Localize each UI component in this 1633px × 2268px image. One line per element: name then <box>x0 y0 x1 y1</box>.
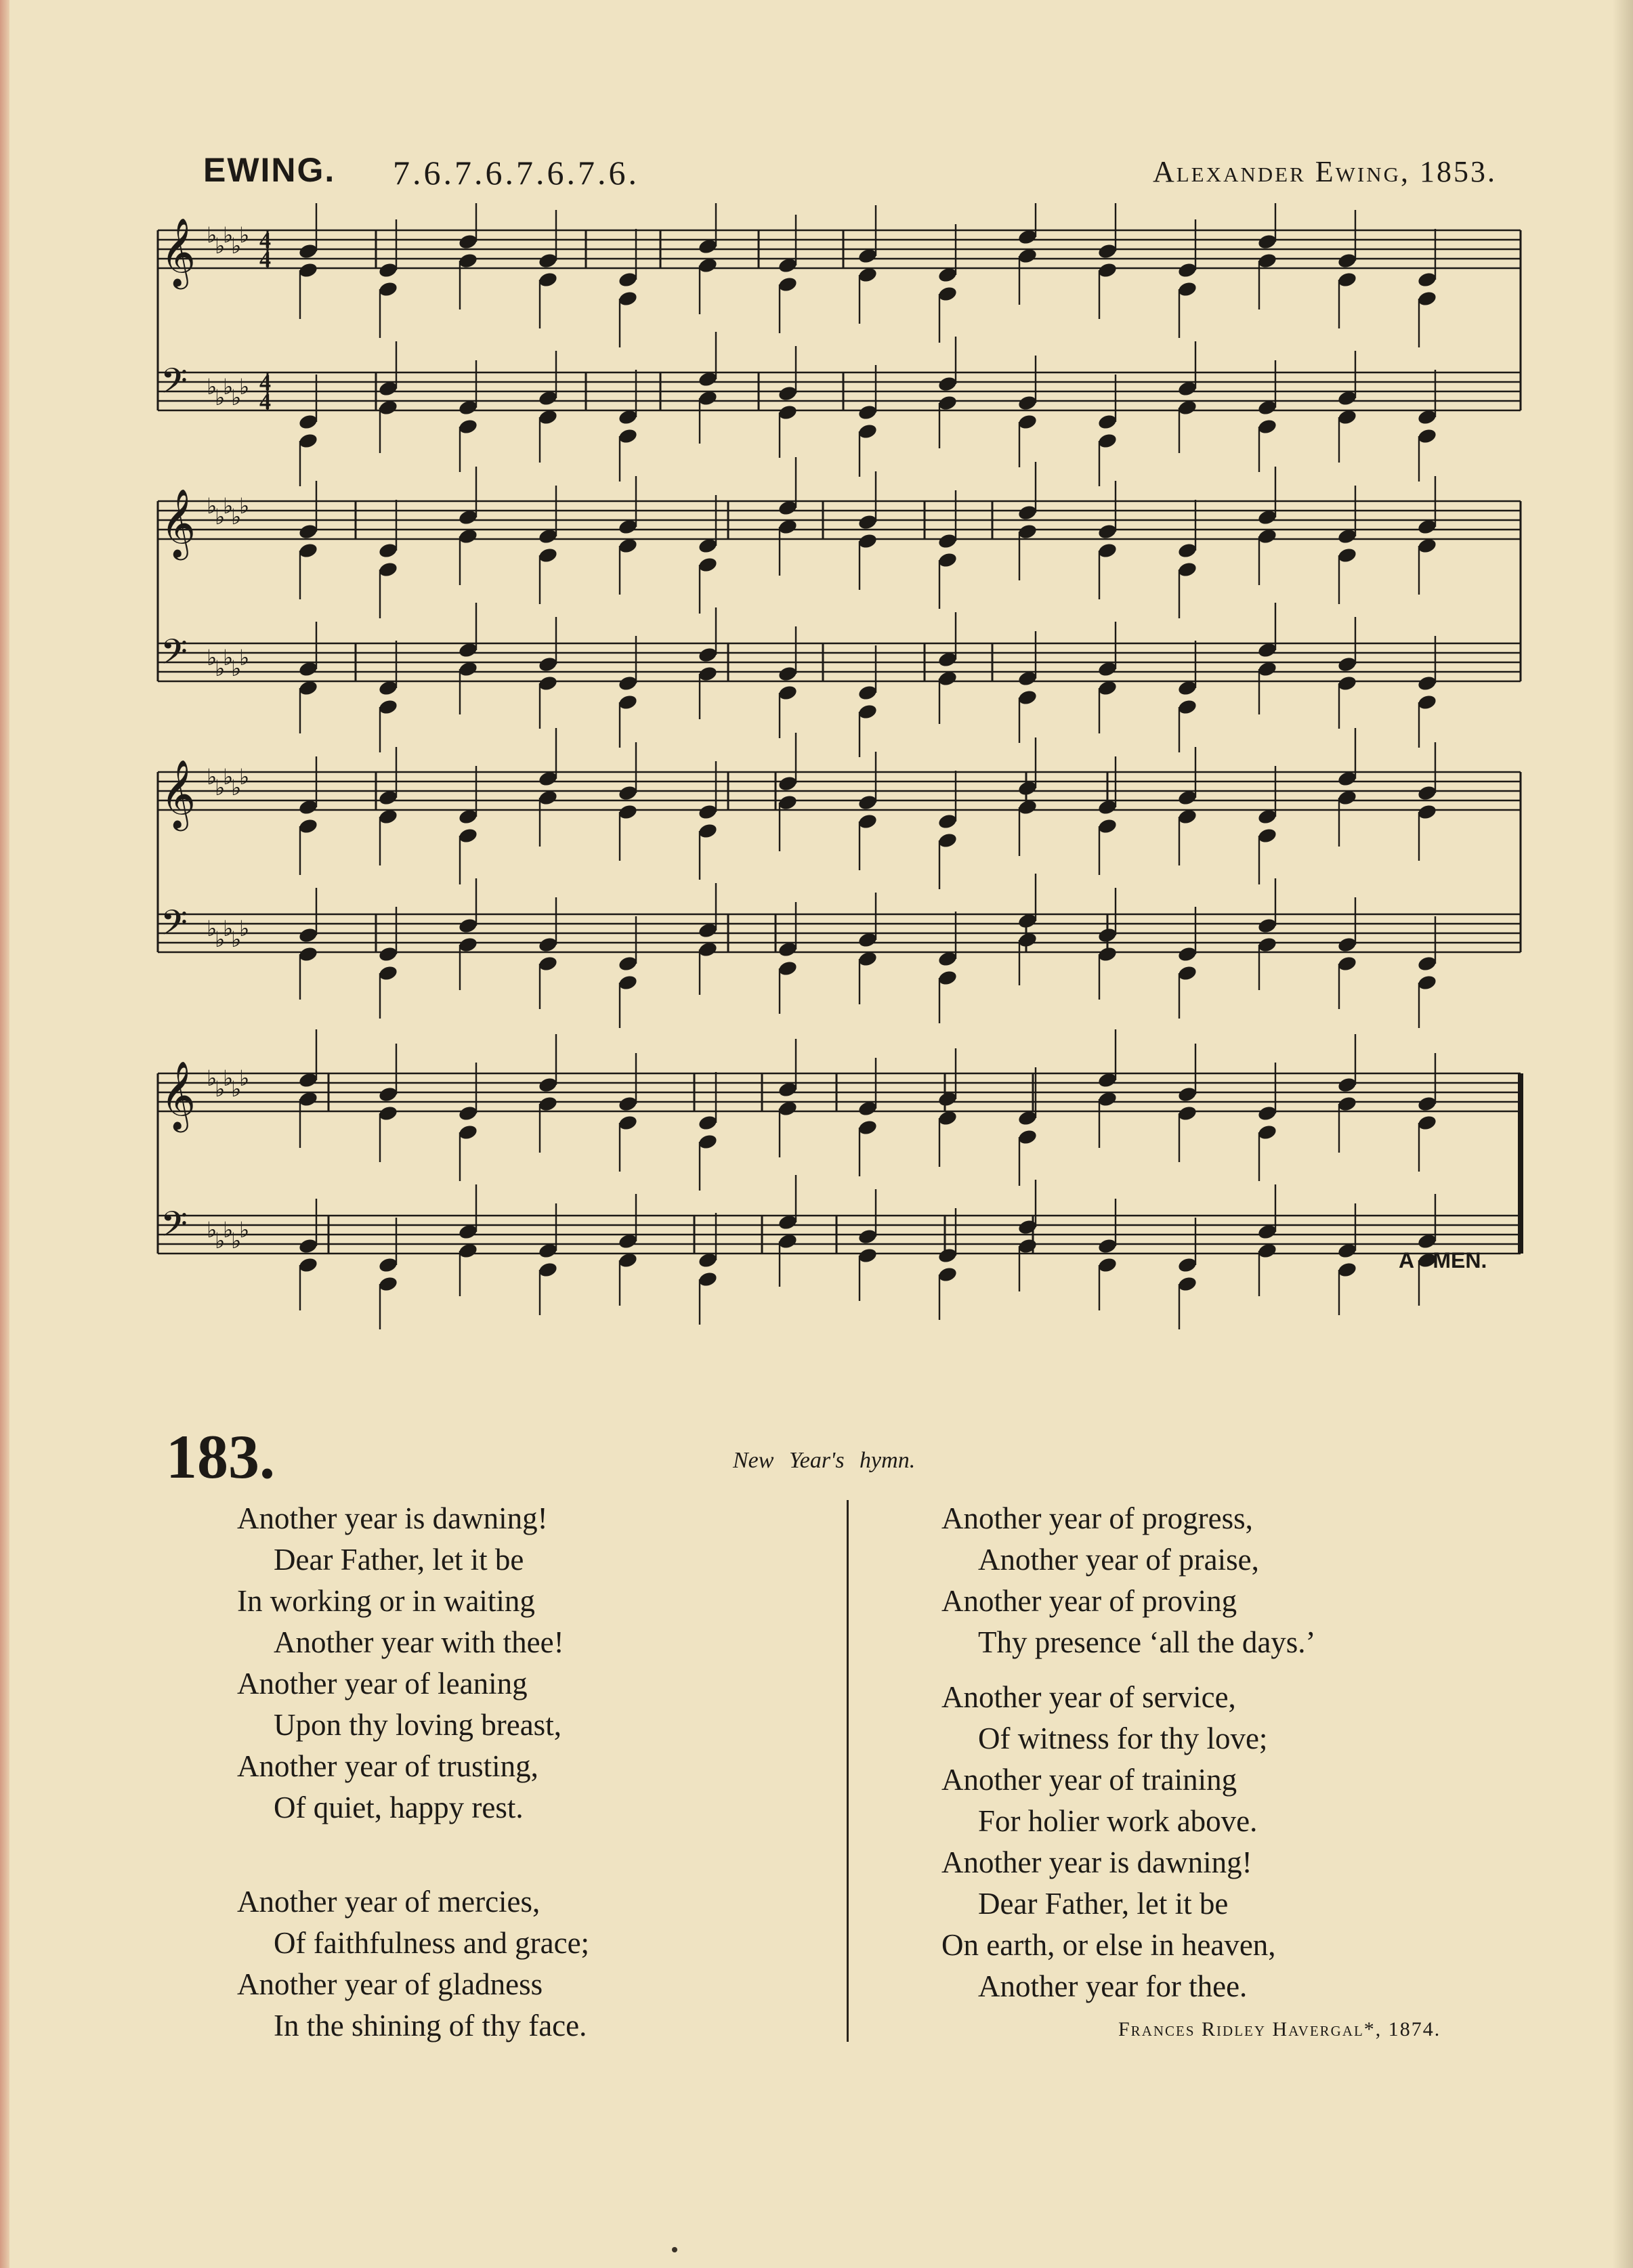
note-head <box>378 945 399 963</box>
note-head <box>1257 418 1278 435</box>
flat-icon: ♭ <box>231 926 242 952</box>
note-head <box>857 703 878 721</box>
flat-icon: ♭ <box>207 764 217 790</box>
flat-icon: ♭ <box>215 926 226 952</box>
hymn-number: 183. <box>166 1422 275 1491</box>
verse-line: Another year of leaning <box>237 1667 528 1700</box>
verses-left-column <box>237 1498 833 2060</box>
note-head <box>1177 561 1198 578</box>
note-head <box>1417 955 1438 972</box>
flat-icon: ♭ <box>207 645 217 670</box>
note-head <box>1337 1095 1358 1113</box>
note-head <box>857 1228 878 1245</box>
note-head <box>1337 252 1358 270</box>
flat-icon: ♭ <box>239 916 250 941</box>
note-head <box>458 917 479 935</box>
note-head <box>778 385 799 402</box>
verse-line: For holier work above. <box>978 1804 1258 1838</box>
note-head <box>937 813 958 830</box>
note-head <box>1257 233 1278 251</box>
note-head <box>778 775 799 792</box>
note-head <box>698 803 719 821</box>
note-head <box>298 817 319 835</box>
note-head <box>1097 261 1118 279</box>
note-head <box>458 936 479 954</box>
flat-icon: ♭ <box>231 1076 242 1102</box>
verse-line: Another year of mercies, <box>237 1885 540 1919</box>
time-signature: 4 <box>259 389 271 414</box>
note-head <box>778 665 799 683</box>
note-head <box>1257 1105 1278 1122</box>
note-head <box>857 1247 878 1264</box>
note-head <box>1097 242 1118 260</box>
bass-clef-icon: 𝄢 <box>161 902 188 951</box>
note-head <box>857 794 878 811</box>
note-head <box>618 974 639 991</box>
column-divider <box>847 1500 849 2042</box>
flat-icon: ♭ <box>207 493 217 519</box>
flat-icon: ♭ <box>215 233 226 259</box>
note-head <box>538 252 559 270</box>
note-head <box>1177 261 1198 279</box>
note-head <box>937 1247 958 1264</box>
note-head <box>937 375 958 393</box>
verses-right-column <box>941 1498 1551 2021</box>
note-head <box>1097 926 1118 944</box>
verse-line: Of faithfulness and grace; <box>274 1926 590 1960</box>
note-head <box>1337 955 1358 972</box>
note-head <box>1337 675 1358 692</box>
note-head <box>618 803 639 821</box>
treble-staff <box>158 217 1521 290</box>
note-head <box>1017 1237 1038 1255</box>
verse-line: On earth, or else in heaven, <box>941 1928 1276 1962</box>
note-head <box>1097 413 1118 431</box>
note-head <box>937 1266 958 1283</box>
bass-clef-icon: 𝄢 <box>161 631 188 681</box>
tune-header <box>203 150 1497 198</box>
note-head <box>1177 1086 1198 1103</box>
verse-line: Of witness for thy love; <box>978 1721 1268 1755</box>
note-head <box>538 955 559 972</box>
note-head <box>618 271 639 288</box>
composer-credit: Alexander Ewing, 1853. <box>1152 155 1497 188</box>
flat-icon: ♭ <box>215 656 226 681</box>
verse-line: Another year of trusting, <box>237 1749 538 1783</box>
note-head <box>1097 945 1118 963</box>
note-head <box>778 794 799 811</box>
note-head <box>1177 964 1198 982</box>
note-head <box>857 423 878 440</box>
flat-icon: ♭ <box>231 775 242 800</box>
note-head <box>298 261 319 279</box>
flat-icon: ♭ <box>231 233 242 259</box>
note-head <box>1417 1095 1438 1113</box>
note-head <box>1417 693 1438 711</box>
verse-line: Of quiet, happy rest. <box>274 1791 524 1824</box>
flat-icon: ♭ <box>239 1065 250 1091</box>
flat-icon: ♭ <box>215 1076 226 1102</box>
time-signature: 4 <box>259 228 271 253</box>
note-head <box>698 665 719 683</box>
bass-staff <box>158 1203 1521 1254</box>
note-head <box>298 1237 319 1255</box>
note-head <box>378 1086 399 1103</box>
time-signature: 4 <box>259 247 271 272</box>
note-head <box>1417 784 1438 802</box>
treble-staff <box>158 1060 1521 1133</box>
flat-icon: ♭ <box>207 374 217 400</box>
amen-lyric: A - MEN. <box>1399 1248 1487 1272</box>
flat-icon: ♭ <box>239 374 250 400</box>
note-head <box>1337 1076 1358 1094</box>
score-systems <box>158 203 1521 1329</box>
note-head <box>298 926 319 944</box>
note-head <box>937 532 958 550</box>
note-head <box>298 542 319 559</box>
verse-line: Another year of progress, <box>941 1501 1253 1535</box>
flat-icon: ♭ <box>239 493 250 519</box>
flat-icon: ♭ <box>223 645 234 670</box>
note-head <box>538 547 559 564</box>
author-credit: Frances Ridley Havergal*, 1874. <box>1118 2018 1441 2040</box>
note-head <box>857 404 878 421</box>
flat-icon: ♭ <box>207 1217 217 1243</box>
note-head <box>857 813 878 830</box>
note-head <box>1337 936 1358 954</box>
bass-staff <box>158 902 1521 952</box>
verse-line: Thy presence ‘all the days.’ <box>978 1625 1316 1659</box>
note-head <box>698 1133 719 1151</box>
treble-clef-icon: 𝄞 <box>161 488 196 557</box>
note-head <box>1337 656 1358 673</box>
note-head <box>538 936 559 954</box>
flat-icon: ♭ <box>215 775 226 800</box>
stanza <box>237 1881 833 2047</box>
flat-icon: ♭ <box>207 222 217 248</box>
page-left-edge <box>0 0 9 2268</box>
note-head <box>378 1105 399 1122</box>
note-head <box>1177 945 1198 963</box>
note-head <box>298 413 319 431</box>
note-head <box>1257 827 1278 844</box>
note-head <box>378 542 399 559</box>
bass-clef-icon: 𝄢 <box>161 360 188 410</box>
flat-icon: ♭ <box>231 385 242 410</box>
flat-icon: ♭ <box>215 1228 226 1254</box>
note-head <box>538 1076 559 1094</box>
note-head <box>778 404 799 421</box>
flat-icon: ♭ <box>207 1065 217 1091</box>
verse-line: In the shining of thy face. <box>274 2009 587 2042</box>
note-head <box>1177 542 1198 559</box>
note-head <box>1257 252 1278 270</box>
note-head <box>298 523 319 540</box>
treble-clef-icon: 𝄞 <box>161 758 196 828</box>
note-head <box>698 1270 719 1288</box>
bass-clef-icon: 𝄢 <box>161 1203 188 1253</box>
verse-line: Another year of proving <box>941 1584 1237 1618</box>
note-head <box>538 656 559 673</box>
note-head <box>378 964 399 982</box>
note-head <box>618 290 639 307</box>
flat-icon: ♭ <box>223 222 234 248</box>
flat-icon: ♭ <box>231 656 242 681</box>
flat-icon: ♭ <box>207 916 217 941</box>
note-head <box>1337 547 1358 564</box>
hymn-subtitle: New Year's hymn. <box>733 1448 916 1473</box>
treble-clef-icon: 𝄞 <box>161 217 196 286</box>
note-head <box>1097 1256 1118 1274</box>
note-head <box>1417 675 1438 692</box>
verse-line: Dear Father, let it be <box>274 1543 524 1577</box>
note-head <box>538 1095 559 1113</box>
note-head <box>778 960 799 977</box>
note-head <box>937 969 958 987</box>
note-head <box>857 684 878 702</box>
note-head <box>538 675 559 692</box>
note-head <box>538 271 559 288</box>
flat-icon: ♭ <box>239 222 250 248</box>
flat-icon: ♭ <box>223 374 234 400</box>
note-head <box>1177 698 1198 716</box>
stanza <box>237 1498 833 1828</box>
note-head <box>937 832 958 849</box>
music-score <box>152 203 1534 1395</box>
note-head <box>458 827 479 844</box>
music-system <box>158 457 1521 757</box>
note-head <box>1257 1124 1278 1141</box>
note-head <box>1337 1261 1358 1279</box>
note-head <box>378 280 399 298</box>
tune-meter: 7.6.7.6.7.6.7.6. <box>393 154 639 192</box>
treble-clef-icon: 𝄞 <box>161 1060 196 1130</box>
note-head <box>857 1119 878 1136</box>
flat-icon: ♭ <box>223 1065 234 1091</box>
verse-line: Upon thy loving breast, <box>274 1708 561 1742</box>
page-speck <box>672 2247 677 2252</box>
note-head <box>378 261 399 279</box>
note-head <box>1017 523 1038 540</box>
bass-staff <box>158 631 1521 681</box>
note-head <box>1097 523 1118 540</box>
verse-line: Another year for thee. <box>978 1969 1248 2003</box>
flat-icon: ♭ <box>223 764 234 790</box>
verse-line: Another year of gladness <box>237 1967 543 2001</box>
note-head <box>458 1105 479 1122</box>
flat-icon: ♭ <box>223 1217 234 1243</box>
verse-line: Another year of training <box>941 1763 1237 1797</box>
note-head <box>1177 1105 1198 1122</box>
flat-icon: ♭ <box>223 493 234 519</box>
verse-line: Another year of praise, <box>978 1543 1259 1577</box>
note-head <box>378 561 399 578</box>
flat-icon: ♭ <box>239 764 250 790</box>
flat-icon: ♭ <box>239 1217 250 1243</box>
note-head <box>618 784 639 802</box>
note-head <box>1097 432 1118 450</box>
flat-icon: ♭ <box>231 1228 242 1254</box>
verse-line: In working or in waiting <box>237 1584 535 1618</box>
music-system <box>158 728 1521 1028</box>
note-head <box>458 233 479 251</box>
note-head <box>298 945 319 963</box>
note-head <box>1177 1256 1198 1274</box>
note-head <box>1177 1275 1198 1293</box>
note-head <box>378 1275 399 1293</box>
note-head <box>618 693 639 711</box>
note-head <box>1097 1237 1118 1255</box>
note-head <box>1017 413 1038 431</box>
note-head <box>1257 917 1278 935</box>
note-head <box>1417 974 1438 991</box>
note-head <box>698 1114 719 1132</box>
note-head <box>1097 817 1118 835</box>
note-head <box>1417 1114 1438 1132</box>
note-head <box>618 1095 639 1113</box>
note-head <box>857 513 878 531</box>
verse-line: Another year is dawning! <box>941 1845 1252 1879</box>
bass-staff <box>158 360 1521 410</box>
note-head <box>378 1256 399 1274</box>
note-head <box>937 551 958 569</box>
note-head <box>618 1114 639 1132</box>
note-head <box>698 556 719 574</box>
flat-icon: ♭ <box>215 385 226 410</box>
flat-icon: ♭ <box>239 645 250 670</box>
note-head <box>618 955 639 972</box>
verse-line: Another year of service, <box>941 1680 1236 1714</box>
note-head <box>1417 427 1438 445</box>
stanza <box>941 1498 1551 1663</box>
note-head <box>458 418 479 435</box>
page-right-edge <box>1613 0 1633 2268</box>
music-system <box>158 203 1521 486</box>
note-head <box>538 1261 559 1279</box>
stanza <box>941 1677 1551 2007</box>
note-head <box>1337 271 1358 288</box>
flat-icon: ♭ <box>231 504 242 530</box>
note-head <box>1097 542 1118 559</box>
note-head <box>1017 504 1038 521</box>
verse-line: Another year with thee! <box>274 1625 564 1659</box>
note-head <box>857 532 878 550</box>
note-head <box>378 698 399 716</box>
note-head <box>618 427 639 445</box>
note-head <box>298 1256 319 1274</box>
note-head <box>1417 803 1438 821</box>
note-head <box>1017 689 1038 706</box>
music-system <box>158 1029 1521 1329</box>
note-head <box>698 646 719 664</box>
note-head <box>1177 280 1198 298</box>
treble-staff <box>158 758 1521 832</box>
note-head <box>298 242 319 260</box>
verse-line: Another year is dawning! <box>237 1501 548 1535</box>
note-head <box>618 675 639 692</box>
note-head <box>937 394 958 412</box>
note-head <box>1417 271 1438 288</box>
flat-icon: ♭ <box>223 916 234 941</box>
verse-line: Dear Father, let it be <box>978 1887 1229 1921</box>
tune-name: EWING. <box>203 151 336 189</box>
note-head <box>1257 936 1278 954</box>
note-head <box>458 252 479 270</box>
note-head <box>458 1124 479 1141</box>
note-head <box>298 432 319 450</box>
note-head <box>1017 1218 1038 1236</box>
note-head <box>1017 394 1038 412</box>
note-head <box>937 285 958 303</box>
note-head <box>778 684 799 702</box>
treble-staff <box>158 488 1521 561</box>
note-head <box>778 276 799 293</box>
note-head <box>698 822 719 840</box>
note-head <box>1017 1128 1038 1146</box>
time-signature: 4 <box>259 370 271 395</box>
flat-icon: ♭ <box>215 504 226 530</box>
note-head <box>1417 290 1438 307</box>
